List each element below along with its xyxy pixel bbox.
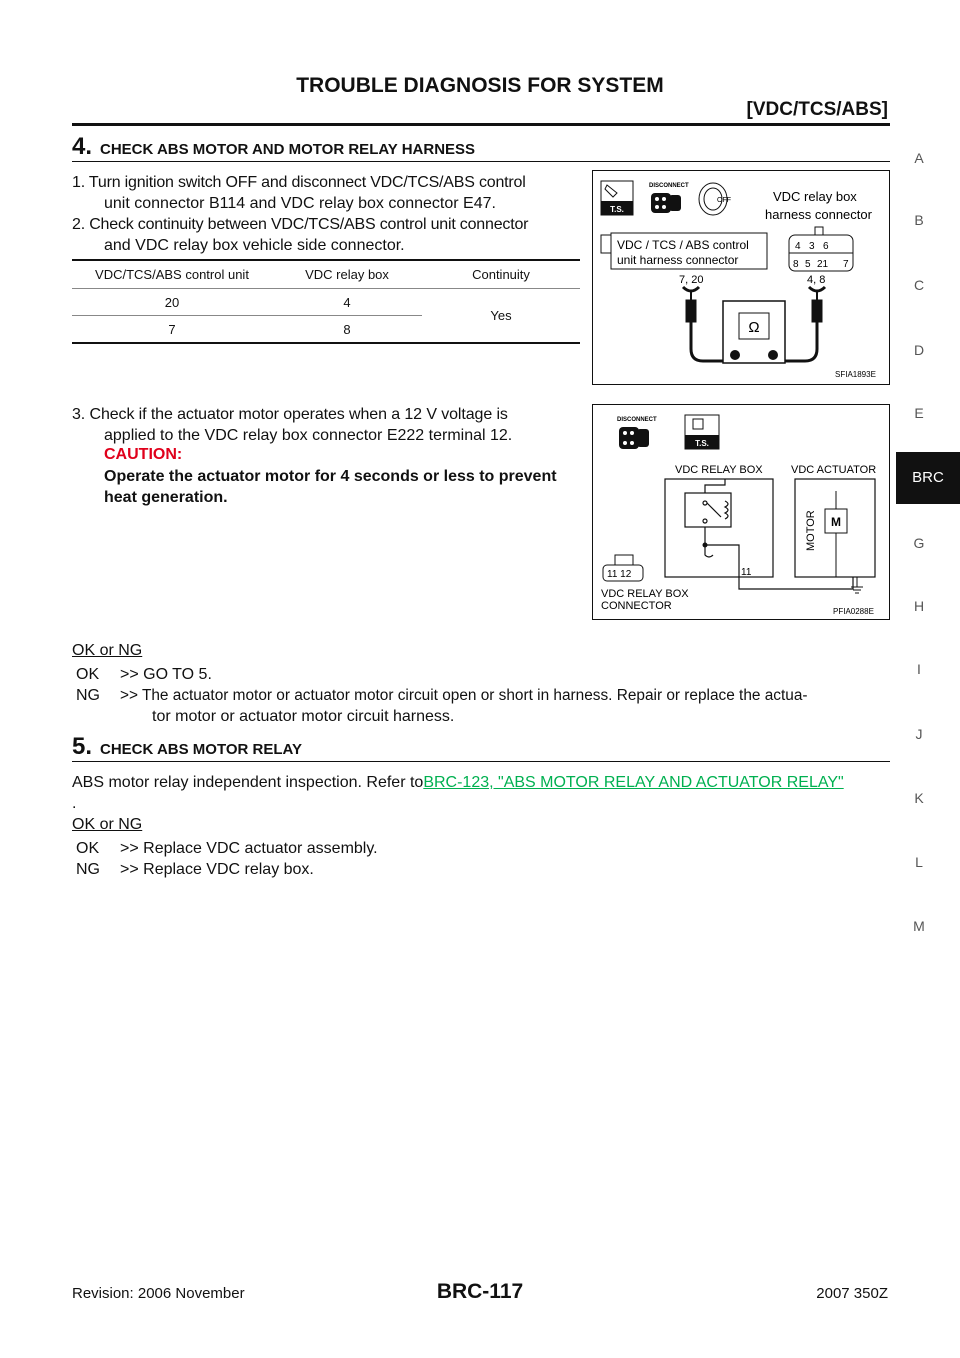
right-terminal-label: 4, 8 <box>807 274 826 286</box>
ng-key: NG <box>76 687 100 704</box>
step5-text-line <box>72 772 890 793</box>
step5-text: ABS motor relay independent inspection. Refer to <box>72 774 424 791</box>
step4-item2-cont: and VDC relay box vehicle side connector. <box>104 237 405 254</box>
side-index-i[interactable]: I <box>917 661 921 677</box>
svg-text:4: 4 <box>795 241 801 252</box>
step4-rule <box>72 161 890 162</box>
side-index-a[interactable]: A <box>914 150 924 166</box>
ohmmeter-icon <box>723 301 785 363</box>
page-subtitle: [VDC/TCS/ABS] <box>746 99 888 120</box>
step4-results <box>72 664 890 727</box>
disconnect-icon <box>617 417 657 449</box>
actuator-title: VDC ACTUATOR <box>791 464 877 476</box>
caution-label: CAUTION: <box>104 446 183 463</box>
relay-box-connector <box>603 555 643 581</box>
caution-text-line2: heat generation. <box>104 489 228 506</box>
ok-key: OK <box>76 666 100 683</box>
relay-box-label: VDC relay box <box>773 189 857 204</box>
ts-icon <box>685 415 719 449</box>
continuity-table-wrap <box>72 259 580 344</box>
step4-items <box>72 172 584 256</box>
table-cell: 20 <box>164 294 180 310</box>
relay-harness-label: harness connector <box>765 207 872 222</box>
unit-harness-label-2: unit harness connector <box>617 253 739 267</box>
footer-page-number: BRC-117 <box>436 1280 524 1303</box>
figure-continuity-check <box>592 170 890 385</box>
svg-text:8: 8 <box>793 259 799 270</box>
step5-ok-ng-label: OK or NG <box>72 816 143 833</box>
svg-text:Ω: Ω <box>748 319 760 336</box>
ok-key: OK <box>76 840 100 857</box>
table-cell-continuity: Yes <box>490 308 512 323</box>
svg-text:3: 3 <box>809 241 815 252</box>
svg-text:5: 5 <box>805 259 811 270</box>
table-row <box>72 289 580 316</box>
table-cell: 8 <box>343 321 351 337</box>
svg-text:11 12: 11 12 <box>607 569 632 580</box>
actuator-schematic <box>795 479 875 593</box>
side-index-l[interactable]: L <box>915 854 923 870</box>
page-title: TROUBLE DIAGNOSIS FOR SYSTEM <box>296 74 664 97</box>
caution-text <box>104 466 584 508</box>
step4-item1: 1. Turn ignition switch OFF and disconnect VDC/TCS/ABS control <box>72 174 526 191</box>
ng-text-cont: tor motor or actuator motor circuit harness. <box>152 708 455 725</box>
relay-box-title: VDC RELAY BOX <box>675 464 763 476</box>
relay-box-connector <box>789 227 853 271</box>
table-cell: 4 <box>343 294 351 310</box>
step5-ng-row <box>72 859 890 880</box>
step4-title: CHECK ABS MOTOR AND MOTOR RELAY HARNESS <box>100 141 476 158</box>
figure-actuator-motor <box>592 404 890 620</box>
ng-text: >> The actuator motor or actuator motor circuit open or short in harness. Repair or replace the actua- <box>120 687 808 704</box>
disconnect-icon <box>649 183 689 213</box>
svg-text:T.S.: T.S. <box>695 439 709 448</box>
connector-label-2: CONNECTOR <box>601 600 672 612</box>
left-terminal-label: 7, 20 <box>679 274 704 286</box>
caution-text-line1: Operate the actuator motor for 4 seconds or less to prevent <box>104 468 557 485</box>
side-index-b[interactable]: B <box>914 212 924 228</box>
side-index-c[interactable]: C <box>913 277 925 293</box>
step5-number: 5. <box>72 733 93 760</box>
svg-text:7: 7 <box>843 259 849 270</box>
step4-number: 4. <box>72 133 93 160</box>
step5-ok-row <box>72 838 890 859</box>
step4-item2: 2. Check continuity between VDC/TCS/ABS control unit connector <box>72 216 529 233</box>
continuity-table <box>72 259 580 344</box>
svg-text:6: 6 <box>823 241 829 252</box>
step5-heading <box>72 733 302 761</box>
ok-text: >> Replace VDC actuator assembly. <box>120 840 378 857</box>
figure2-diagram <box>593 405 889 619</box>
step4-item1-cont: unit connector B114 and VDC relay box connector E47. <box>104 195 496 212</box>
svg-text:MOTOR: MOTOR <box>805 510 817 551</box>
side-index-j[interactable]: J <box>915 726 923 742</box>
ok-text: >> GO TO 5. <box>120 666 212 683</box>
step5-results <box>72 838 890 880</box>
ng-text: >> Replace VDC relay box. <box>120 861 314 878</box>
footer-revision: Revision: 2006 November <box>72 1285 245 1302</box>
side-index-h[interactable]: H <box>913 598 925 614</box>
unit-harness-label: VDC / TCS / ABS control <box>617 238 749 252</box>
svg-text:DISCONNECT: DISCONNECT <box>617 417 657 423</box>
step4-item3-block <box>72 404 584 446</box>
step4-heading <box>72 133 475 161</box>
ts-icon <box>601 181 633 215</box>
side-index-g[interactable]: G <box>913 535 925 551</box>
step4-item3: 3. Check if the actuator motor operates when a 12 V voltage is <box>72 406 508 423</box>
side-index-d[interactable]: D <box>913 342 925 358</box>
connector-label: VDC RELAY BOX <box>601 588 689 600</box>
step5-period: . <box>72 795 77 812</box>
side-index-brc-tab[interactable]: BRC <box>896 452 960 504</box>
svg-text:OFF: OFF <box>717 197 731 204</box>
footer-model: 2007 350Z <box>816 1285 888 1302</box>
step4-ok-row <box>72 664 890 685</box>
svg-text:21: 21 <box>817 259 829 270</box>
side-index-e[interactable]: E <box>914 405 924 421</box>
step4-ok-ng-label: OK or NG <box>72 642 143 659</box>
step4-ng-row <box>72 685 890 706</box>
step4-item3-cont: applied to the VDC relay box connector E222 terminal 12. <box>104 427 513 444</box>
side-index-k[interactable]: K <box>914 790 924 806</box>
svg-text:M: M <box>831 515 841 529</box>
figure2-code: PFIA0288E <box>833 607 874 616</box>
ng-key: NG <box>76 861 100 878</box>
svg-text:T.S.: T.S. <box>610 205 624 214</box>
figure1-code: SFIA1893E <box>835 370 876 379</box>
step5-title: CHECK ABS MOTOR RELAY <box>100 741 302 758</box>
header-rule <box>72 123 890 126</box>
ignition-key-icon <box>699 183 731 215</box>
side-index-m[interactable]: M <box>913 918 925 934</box>
table-cell: 7 <box>168 321 176 337</box>
figure1-diagram <box>593 171 889 384</box>
table-header: Continuity <box>472 267 530 282</box>
svg-text:DISCONNECT: DISCONNECT <box>649 183 689 189</box>
brc-123-link[interactable]: BRC-123, "ABS MOTOR RELAY AND ACTUATOR RELAY" <box>423 774 844 791</box>
step5-rule <box>72 761 890 762</box>
relay-box-schematic <box>665 479 853 589</box>
table-header: VDC/TCS/ABS control unit <box>95 267 249 282</box>
wire-label: 11 <box>741 567 752 578</box>
table-header: VDC relay box <box>305 267 389 282</box>
